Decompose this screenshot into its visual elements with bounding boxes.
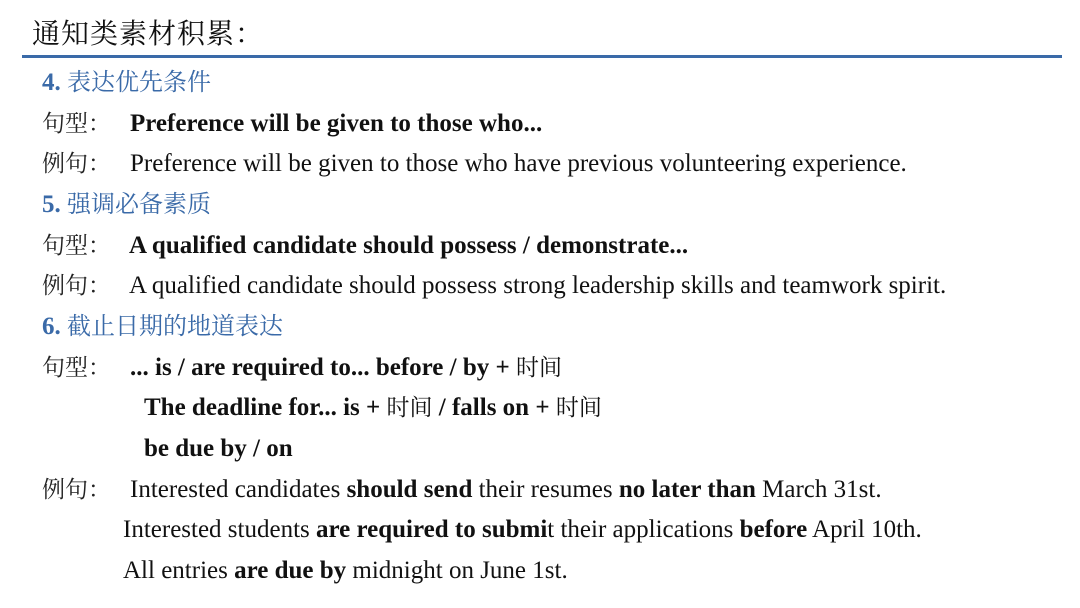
section-5-heading	[42, 184, 211, 224]
title-divider	[22, 55, 1062, 58]
section-5-pattern	[42, 226, 688, 266]
example-text: March 31st.	[755, 476, 882, 503]
example-bold-text: are required to submi	[316, 516, 548, 543]
example-label: 例句：	[42, 273, 111, 299]
example-text: April 10th.	[807, 516, 922, 543]
example-bold-text: should send	[346, 476, 473, 503]
pattern-label: 句型：	[42, 233, 111, 259]
example-text: Interested students	[123, 516, 317, 543]
example-text: Preference will be given to those who have previous volunteering experience.	[130, 150, 907, 177]
pattern-text: be due by / on	[144, 435, 293, 462]
example-label: 例句：	[42, 477, 111, 503]
example-text: A qualified candidate should possess strong leadership skills and teamwork spirit.	[129, 272, 947, 299]
section-4-heading	[42, 62, 211, 102]
example-bold-text: no later than	[618, 476, 756, 503]
pattern-label: 句型：	[42, 111, 111, 137]
example-text: their resumes	[472, 476, 619, 503]
pattern-text: The deadline for... is +	[144, 394, 387, 421]
pattern-time-word: 时间	[555, 395, 602, 421]
page-title: 通知类素材积累：	[32, 17, 265, 50]
section-6-pattern-2	[144, 388, 602, 428]
section-number: 4.	[42, 69, 61, 96]
example-text: midnight on June 1st.	[346, 557, 568, 584]
section-6-example-2	[123, 510, 922, 550]
pattern-label: 句型：	[42, 355, 111, 381]
example-text: Interested candidates	[130, 476, 347, 503]
pattern-text: Preference will be given to those who...	[130, 110, 543, 137]
pattern-text: / falls on +	[432, 394, 556, 421]
pattern-text: A qualified candidate should possess / demonstrate...	[129, 232, 689, 259]
example-label: 例句：	[42, 151, 111, 177]
section-5-example	[42, 266, 946, 306]
section-6-example-1	[42, 470, 882, 510]
section-6-pattern-3	[144, 429, 293, 469]
pattern-time-word: 时间	[386, 395, 433, 421]
example-bold-text: before	[739, 516, 808, 543]
section-6-pattern-1	[42, 348, 562, 388]
pattern-text: ... is / are required to... before / by +	[130, 354, 516, 381]
section-6-example-3	[123, 551, 568, 591]
pattern-time-word: 时间	[516, 355, 562, 381]
example-text: t their applications	[547, 516, 740, 543]
section-title: 表达优先条件	[67, 68, 211, 96]
section-number: 5.	[42, 191, 61, 218]
section-title: 强调必备素质	[67, 190, 211, 218]
example-bold-text: are due by	[234, 557, 347, 584]
section-4-pattern	[42, 104, 542, 144]
example-text: All entries	[123, 557, 235, 584]
section-title: 截止日期的地道表达	[67, 312, 283, 340]
section-6-heading	[42, 306, 283, 346]
section-4-example	[42, 144, 907, 184]
section-number: 6.	[42, 313, 61, 340]
